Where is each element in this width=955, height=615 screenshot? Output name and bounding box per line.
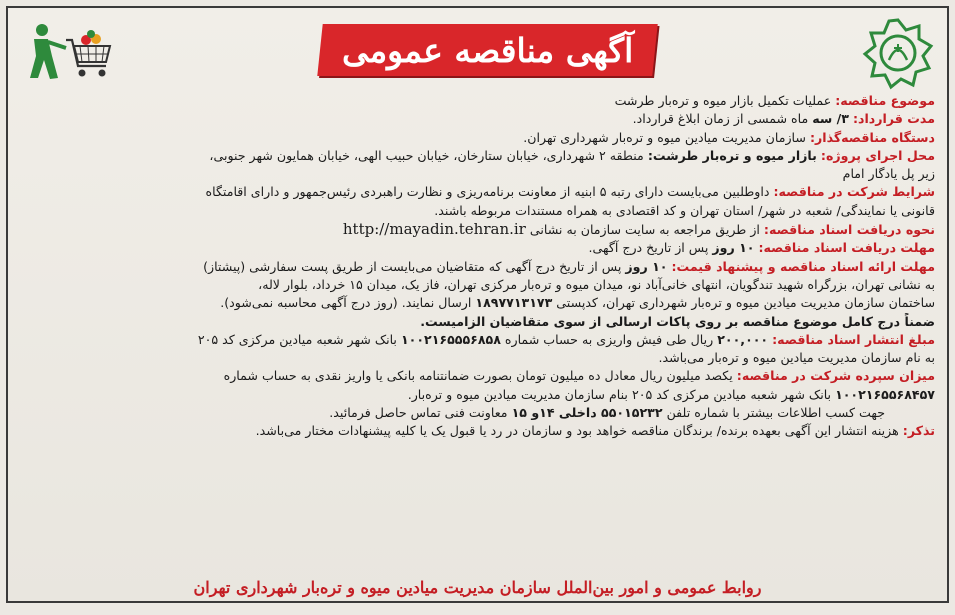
organizer-line [22,129,935,147]
deposit-text-1: یکصد میلیون ریال معادل ده میلیون تومان بصورت ضمانتنامه بانکی یا واریز نقدی به حساب شماره [223,368,733,384]
fee-text-2: به نام سازمان مدیریت میادین میوه و تره‌بار می‌باشد. [658,350,935,366]
submission-text-1: پس از تاریخ درج آگهی که متقاضیان می‌بایست از طریق پست سفارشی (پیشتاز) [203,258,622,274]
conditions-line-1 [22,183,935,201]
deposit-line-2 [22,386,935,404]
submission-text-3b: ارسال نمایند. (روز درج آگهی محاسبه نمی‌شود). [220,295,472,311]
notice-body [8,92,947,441]
docs-deadline-line [22,239,935,257]
fee-line-1 [22,331,935,349]
conditions-label: شرایط شرکت در مناقصه: [773,184,935,200]
location-line-1 [22,147,935,165]
submission-text-2: به نشانی تهران، بزرگراه شهید تندگویان، انتهای خانی‌آباد نو، میدان میوه و تره‌بار مرکزی تهران، فاز یک، میدان ۱۵ خرداد، بلوار لاله، [258,276,935,292]
deposit-line-1 [22,367,935,385]
footer-signature: روابط عمومی و امور بین‌الملل سازمان مدیریت میادین میوه و تره‌بار شهرداری تهران [193,578,762,597]
submission-bold: ۱۰ روز [625,258,668,274]
tehran-municipality-emblem-icon [861,16,935,90]
location-line-2 [22,165,935,183]
conditions-text-2: قانونی یا نمایندگی/ شعبه در شهر/ استان تهران و کد اقتصادی به همراه مستندات مربوطه باشند. [434,202,935,218]
docs-deadline-text: پس از تاریخ درج آگهی. [588,240,709,256]
submission-label: مهلت ارائه اسناد مناقصه و پیشنهاد قیمت: [671,258,935,274]
conditions-line-2 [22,202,935,220]
fee-line-2 [22,349,935,367]
fee-text-1a: ریال طی فیش واریزی به حساب شماره [504,331,714,347]
deposit-label: میزان سپرده شرکت در مناقصه: [736,368,935,384]
note-label: تذکر: [902,423,935,439]
submission-line-3 [22,294,935,312]
header [8,8,947,92]
location-bold: بازار میوه و تره‌بار طرشت: [647,147,817,163]
contact-text-2: معاونت فنی تماس حاصل فرمائید. [329,405,508,421]
submission-line-1 [22,258,935,276]
organizer-text: سازمان مدیریت میادین میوه و تره‌بار شهرداری تهران. [523,129,806,145]
title-banner [317,24,657,76]
duration-text: ماه شمسی از زمان ابلاغ قرارداد. [632,111,809,127]
subject-label: موضوع مناقصه: [835,93,935,108]
location-label: محل اجرای پروژه: [820,147,935,163]
docs-method-line [22,220,935,239]
conditions-text-1: داوطلبین می‌بایست دارای رتبه ۵ ابنیه از معاونت برنامه‌ریزی و نظارت راهبردی رئیس‌جمهور و دارای اقامتگاه [205,184,770,200]
docs-deadline-bold: ۱۰ روز [712,240,755,256]
fee-account: ۱۰۰۲۱۶۵۵۵۶۸۵۸ [400,331,501,347]
location-text-1: منطقه ۲ شهرداری، خیابان ستارخان، خیابان حبیب الهی، خیابان همایون شهر جنوبی، [209,147,644,163]
fee-text-1b: بانک شهر شعبه میادین مرکزی کد ۲۰۵ [197,331,397,347]
note-text: هزینه انتشار این آگهی بعهده برنده/ برندگان مناقصه خواهد بود و سازمان در رد یا قبول یک یا کلیه پیشنهادات مختار می‌باشد. [255,423,899,439]
submission-note: ضمناً درج کامل موضوع مناقصه بر روی پاکات ارسالی از سوی متقاضیان الزامیست. [420,313,935,329]
submission-text-3a: ساختمان سازمان مدیریت میادین میوه و تره‌بار شهرداری تهران، کدپستی [556,295,935,311]
docs-deadline-label: مهلت دریافت اسناد مناقصه: [758,240,935,256]
organizer-label: دستگاه مناقصه‌گذار: [809,129,935,145]
contact-text-1: جهت کسب اطلاعات بیشتر با شماره تلفن [666,405,885,421]
fee-label: مبلغ انتشار اسناد مناقصه: [772,331,935,347]
subject-text: عملیات تکمیل بازار میوه و تره‌بار طرشت [614,93,832,108]
location-text-2: زیر پل یادگار امام [842,166,935,182]
docs-method-label: نحوه دریافت اسناد مناقصه: [763,222,935,238]
duration-label: مدت قرارداد: [852,111,935,127]
contact-line [22,404,935,422]
banner-title: آگهی مناقصه عمومی [341,30,634,70]
note-line [22,422,935,440]
tender-notice [6,6,949,603]
submission-line-2 [22,276,935,294]
duration-line [22,110,935,128]
site-link[interactable]: http://mayadin.tehran.ir [342,220,526,239]
docs-method-text: از طریق مراجعه به سایت سازمان به نشانی [529,222,760,238]
postal-code: ۱۸۹۷۷۱۳۱۷۳ [475,295,553,311]
deposit-account: ۱۰۰۲۱۶۵۵۶۸۴۵۷ [835,386,935,402]
shopping-cart-person-icon [22,22,114,82]
deposit-text-2: بانک شهر شعبه میادین مرکزی کد ۲۰۵ بنام سازمان مدیریت میادین میوه و تره‌بار. [407,386,832,402]
duration-value: ۳/ سه [812,111,849,127]
fee-amount: ۲۰۰,۰۰۰ [717,331,769,347]
contact-phone: ۵۵۰۱۵۲۳۲ داخلی ۱۴و ۱۵ [511,405,663,421]
subject-line [22,92,935,110]
